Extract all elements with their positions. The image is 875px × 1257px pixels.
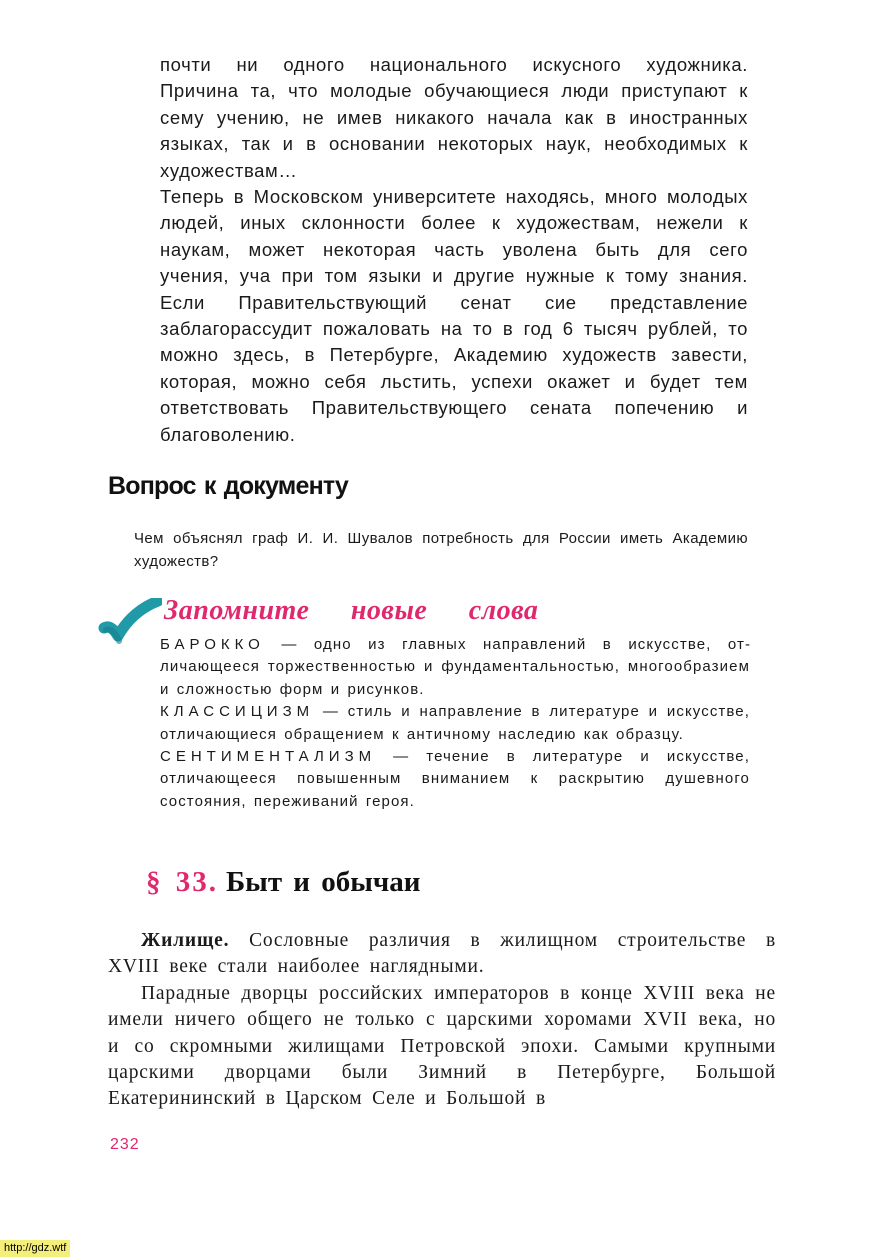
body-text: [108, 928, 776, 1113]
glossary-entry: [160, 634, 750, 701]
body-paragraph: [108, 928, 776, 981]
document-paragraph: Теперь в Московском университете находясь, много молодых людей, иных склонности более к художествам, нежели к наукам, может некоторая часть уволена быть для сего учения, уча при том языки и другие нужные к тому знания. Если Правительствующий сенат сие представление заблагорассудит пожаловать на то в год 6 тысяч рублей, то можно здесь, в Петербурге, Академию художеств завести, которая, можно себя льстить, успехи окажет и будет тем ответствовать Правительствующего сената попечению и благоволению.: [160, 186, 748, 445]
page-number: 232: [110, 1136, 140, 1153]
glossary-definition: — стиль и направление в литературе и искусстве, отличающиеся обращением к античному наследию как образцу.: [160, 703, 750, 743]
glossary-entry: [160, 701, 750, 746]
question-text: Чем объяснял граф И. И. Шувалов потребность для России иметь Академию художеств?: [134, 530, 748, 570]
section-title: Быт и обычаи: [226, 866, 421, 898]
paragraph-text: Сословные различия в жилищном строительстве в XVIII веке стали наиболее наглядными.: [108, 930, 776, 978]
glossary-entry: [160, 746, 750, 813]
glossary-definition: — течение в литературе и искусстве, отличающееся повышенным вниманием к раскрытию душевного состояния, переживаний героя.: [160, 748, 750, 810]
glossary-term: СЕНТИМЕНТАЛИЗМ: [160, 748, 377, 766]
glossary: [160, 634, 750, 813]
glossary-definition: — одно из главных направлений в искусстве, отличающееся торжественностью и фундаментальностью, многообразием и сложностью форм и рисунков.: [160, 636, 750, 698]
glossary-term: КЛАССИЦИЗМ: [160, 703, 315, 721]
section-heading: [146, 866, 420, 899]
watermark-link[interactable]: http://gdz.wtf: [0, 1240, 70, 1257]
section-number: § 33.: [146, 866, 218, 898]
glossary-term: БАРОККО: [160, 636, 265, 653]
body-paragraph: Парадные дворцы российских императоров в конце XVIII века не имели ничего общего не только с царскими хоромами XVII века, но и со скромными жилищами Петровской эпохи. Самыми крупными царскими дворцами были Зимний в Петербурге, Большой Екатерининский в Царском Селе и Большой в: [108, 982, 776, 1110]
checkmark-icon: [98, 598, 162, 656]
paragraph-lead: Жилище.: [141, 930, 230, 951]
document-excerpt: [160, 52, 748, 448]
question-heading: Вопрос к документу: [108, 472, 349, 500]
document-paragraph: почти ни одного национального искусного художника. Причина та, что молодые обучающиеся люди приступают к сему учению, не имев никакого начала как в иностранных языках, так и в основании некоторых наук, необходимых к художествам…: [160, 54, 748, 181]
remember-heading: Запомните новые слова: [164, 595, 539, 626]
